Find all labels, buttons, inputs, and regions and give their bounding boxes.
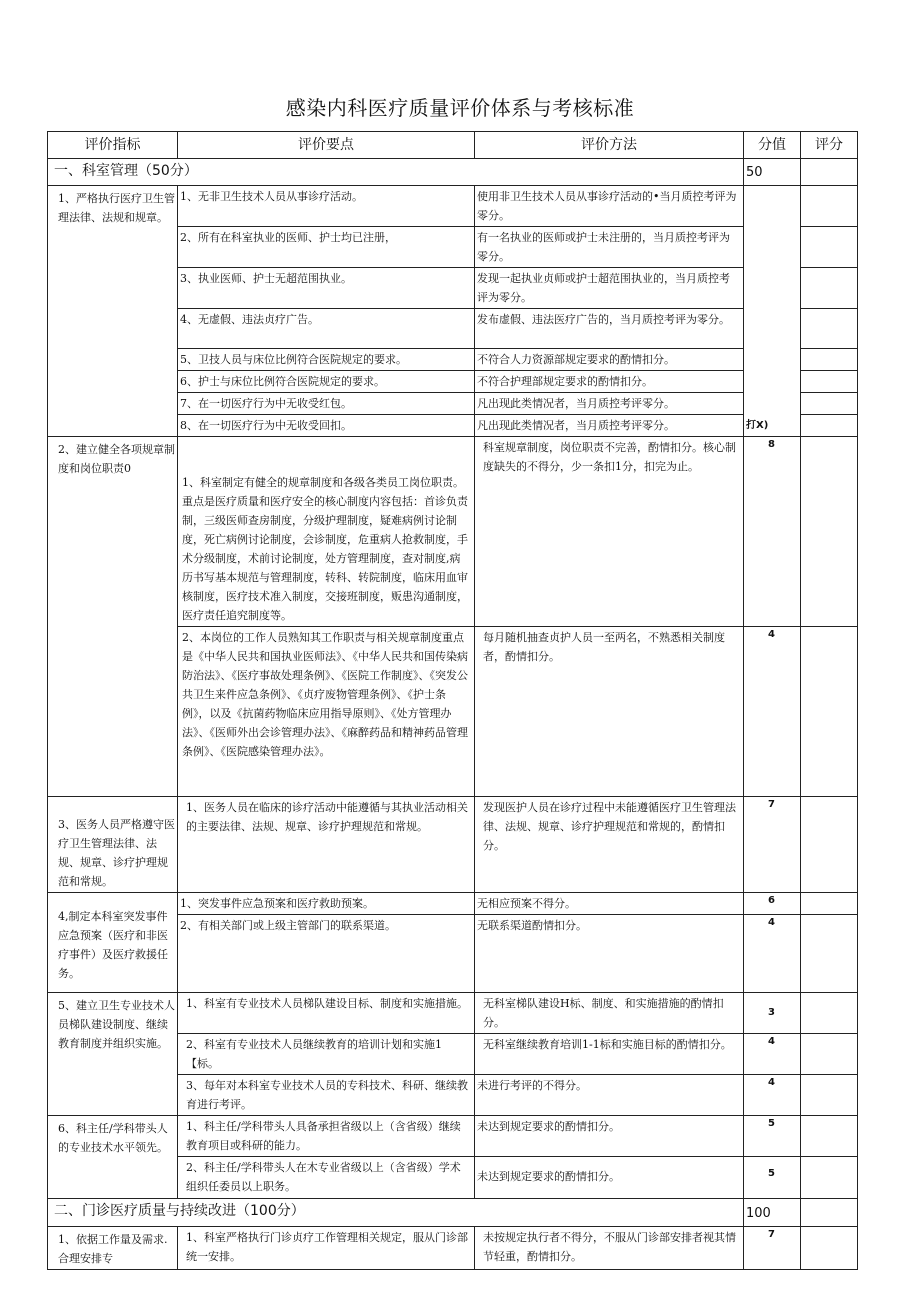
page-title: 感染内科医疗质量评价体系与考核标准: [285, 96, 635, 120]
section-title: 二、门诊医疗质量与持续改进（100分）: [48, 1199, 744, 1227]
indicator-cell: 5、建立卫生专业技术人员梯队建设制度、继续教育制度并组织实施。: [48, 993, 178, 1116]
key-point-cell: 1、突发事件应急预案和医疗救助预案。: [178, 893, 475, 915]
indicator-cell: 3、医务人员严格遵守医疗卫生管理法律、法规、规章、诊疗护理规范和常规。: [48, 797, 178, 893]
table-row: [48, 893, 858, 915]
indicator-cell: 1、依据工作量及需求.合理安排专: [48, 1227, 178, 1270]
score-cell: [801, 309, 858, 349]
score-cell: [801, 1116, 858, 1157]
key-point-cell: 7、在一切医疗行为中无收受红包。: [178, 393, 475, 415]
key-point-cell: 1、科室制定有健全的规章制度和各级各类员工岗位职责。重点是医疗质量和医疗安全的核心制度内容包括：首诊负责制，三级医师查房制度，分级护理制度，疑难病例讨论制度，死亡病例讨论制度，会诊制度，危重病人抢救制度，手术分级制度，术前讨论制度，处方管理制度，查对制度,病历书写基本规范与管理制度，转科、转院制度，临床用血审核制度，医疗技术准入制度，交接班制度，贩患沟通制度，医疗责任追究制度等。: [178, 437, 475, 627]
points-cell: 4: [744, 627, 801, 797]
table-row: [48, 437, 858, 627]
points-cell: 6: [744, 893, 801, 915]
method-cell: 有一名执业的医师或护士未注册的，当月质控考评为零分。: [475, 227, 744, 268]
method-cell: 每月随机抽查贞护人员一至两名，不熟悉相关制度者，酌情扣分。: [475, 627, 744, 797]
points-cell: 4: [744, 915, 801, 993]
score-cell: [801, 415, 858, 437]
table-row: [48, 797, 858, 893]
score-cell: [801, 227, 858, 268]
method-cell: 使用非卫生技术人员从事诊疗活动的•当月质控考评为零分。: [475, 186, 744, 227]
indicator-cell: 1、严格执行医疗卫生管理法律、法规和规章。: [48, 186, 178, 437]
key-point-cell: 1、无非卫生技术人员从事诊疗活动。: [178, 186, 475, 227]
table-row: [48, 1227, 858, 1270]
method-cell: 无科室梯队建设H标、制度、和实施措施的酌情扣分。: [475, 993, 744, 1034]
method-cell: 不符合人力资源部规定要求的酌情扣分。: [475, 349, 744, 371]
score-cell: [801, 1199, 858, 1227]
score-cell: [801, 1157, 858, 1199]
score-cell: [801, 268, 858, 309]
points-cell: 4: [744, 1075, 801, 1116]
method-cell: 发布虚假、违法医疗广告的，当月质控考评为零分。: [475, 309, 744, 349]
points-cell: 打X): [744, 186, 801, 437]
points-cell: 7: [744, 1227, 801, 1270]
score-cell: [801, 371, 858, 393]
header-key-points: 评价要点: [178, 132, 475, 159]
section-points: 50: [744, 159, 801, 186]
evaluation-table: [47, 131, 858, 1270]
method-cell: 未达到规定要求的酌情扣分。: [475, 1116, 744, 1157]
table-row: [48, 993, 858, 1034]
indicator-cell: 2、建立健全各项规章制度和岗位职责0: [48, 437, 178, 797]
key-point-cell: 2、科室有专业技术人员继续教育的培训计划和实施1【标。: [178, 1034, 475, 1075]
key-point-cell: 2、本岗位的工作人员熟知其工作职责与相关规章制度重点是《中华人民共和国执业医师法》、《中华人民共和国传染病防治法》、《医疗事故处理条例》、《医院工作制度》、《突发公共卫生来件应急条例》、《贞疗废物管理条例》、《护士条例》，以及《抗菌药物临床应用指导原则》、《处方管理办法》、《医师外出会诊管理办法》、《麻醉药品和精神药品管理条例》、《医院感染管理办法》。: [178, 627, 475, 797]
method-cell: 无联系渠道酌情扣分。: [475, 915, 744, 993]
score-cell: [801, 1075, 858, 1116]
key-point-cell: 1、科主任/学科带头人具备承担省级以上（含省级）继续教育项目或科研的能力。: [178, 1116, 475, 1157]
method-cell: 科室规章制度，岗位职责不完善，酌情扣分。核心制度缺失的不得分，少一条扣1分，扣完为止。: [475, 437, 744, 627]
points-cell: 3: [744, 993, 801, 1034]
indicator-cell: 6、科主任/学科带头人的专业技术水平领先。: [48, 1116, 178, 1199]
method-cell: 未进行考评的不得分。: [475, 1075, 744, 1116]
table-row: [48, 1116, 858, 1157]
key-point-cell: 2、所有在科室执业的医师、护士均已注册，: [178, 227, 475, 268]
score-cell: [801, 437, 858, 627]
key-point-cell: 8、在一切医疗行为中无收受回扣。: [178, 415, 475, 437]
score-cell: [801, 915, 858, 993]
score-cell: [801, 186, 858, 227]
score-cell: [801, 797, 858, 893]
points-cell: 7: [744, 797, 801, 893]
score-cell: [801, 159, 858, 186]
section-row: [48, 159, 858, 186]
key-point-cell: 1、医务人员在临床的诊疗活动中能遵循与其执业活动相关的主要法律、法规、规章、诊疗护理规范和常规。: [178, 797, 475, 893]
score-cell: [801, 993, 858, 1034]
key-point-cell: 4、无虚假、违法贞疗广告。: [178, 309, 475, 349]
key-point-cell: 2、科主任/学科带头人在木专业省级以上（含省级）学术组织任委员以上职务。: [178, 1157, 475, 1199]
key-point-cell: 5、卫技人员与床位比例符合医院规定的要求。: [178, 349, 475, 371]
method-cell: 不符合护理部规定要求的酌情扣分。: [475, 371, 744, 393]
method-cell: 无科室继续教育培训1-1标和实施目标的酌情扣分。: [475, 1034, 744, 1075]
section-row: [48, 1199, 858, 1227]
header-method: 评价方法: [475, 132, 744, 159]
header-points: 分值: [744, 132, 801, 159]
points-cell: 8: [744, 437, 801, 627]
section-points: 100: [744, 1199, 801, 1227]
method-cell: 发现医护人员在诊疗过程中未能遵循医疗卫生管理法律、法规、规章、诊疗护理规范和常规的，酌情扣分。: [475, 797, 744, 893]
method-cell: 未按规定执行者不得分，不服从门诊部安排者视其情节轻重，酌情扣分。: [475, 1227, 744, 1270]
indicator-cell: 4,制定本科室突发事件应急预案（医疗和非医疗事件）及医疗救援任务。: [48, 893, 178, 993]
score-cell: [801, 1034, 858, 1075]
score-cell: [801, 393, 858, 415]
points-cell: 4: [744, 1034, 801, 1075]
header-row: [48, 132, 858, 159]
points-cell: 5: [744, 1116, 801, 1157]
table-row: [48, 186, 858, 227]
score-cell: [801, 893, 858, 915]
method-cell: 凡出现此类情况者，当月质控考评零分。: [475, 415, 744, 437]
points-cell: 5: [744, 1157, 801, 1199]
key-point-cell: 3、每年对本科室专业技术人员的专科技术、科研、继续教育进行考评。: [178, 1075, 475, 1116]
key-point-cell: 1、科室严格执行门诊贞疗工作管理相关规定，服从门诊部统一安排。: [178, 1227, 475, 1270]
score-cell: [801, 349, 858, 371]
method-cell: 发现一起执业贞师或护士超范围执业的，当月质控考评为零分。: [475, 268, 744, 309]
score-cell: [801, 627, 858, 797]
key-point-cell: 6、护士与床位比例符合医院规定的要求。: [178, 371, 475, 393]
section-title: 一、科室管理（50分）: [48, 159, 744, 186]
method-cell: 未达到规定要求的酌情扣分。: [475, 1157, 744, 1199]
key-point-cell: 3、执业医师、护士无超范围执业。: [178, 268, 475, 309]
key-point-cell: 1、科室有专业技术人员梯队建设目标、制度和实施措施。: [178, 993, 475, 1034]
header-score: 评分: [801, 132, 858, 159]
score-cell: [801, 1227, 858, 1270]
method-cell: 凡出现此类情况者，当月质控考评零分。: [475, 393, 744, 415]
header-indicator: 评价指标: [48, 132, 178, 159]
key-point-cell: 2、有相关部门或上级主管部门的联系渠道。: [178, 915, 475, 993]
method-cell: 无相应预案不得分。: [475, 893, 744, 915]
